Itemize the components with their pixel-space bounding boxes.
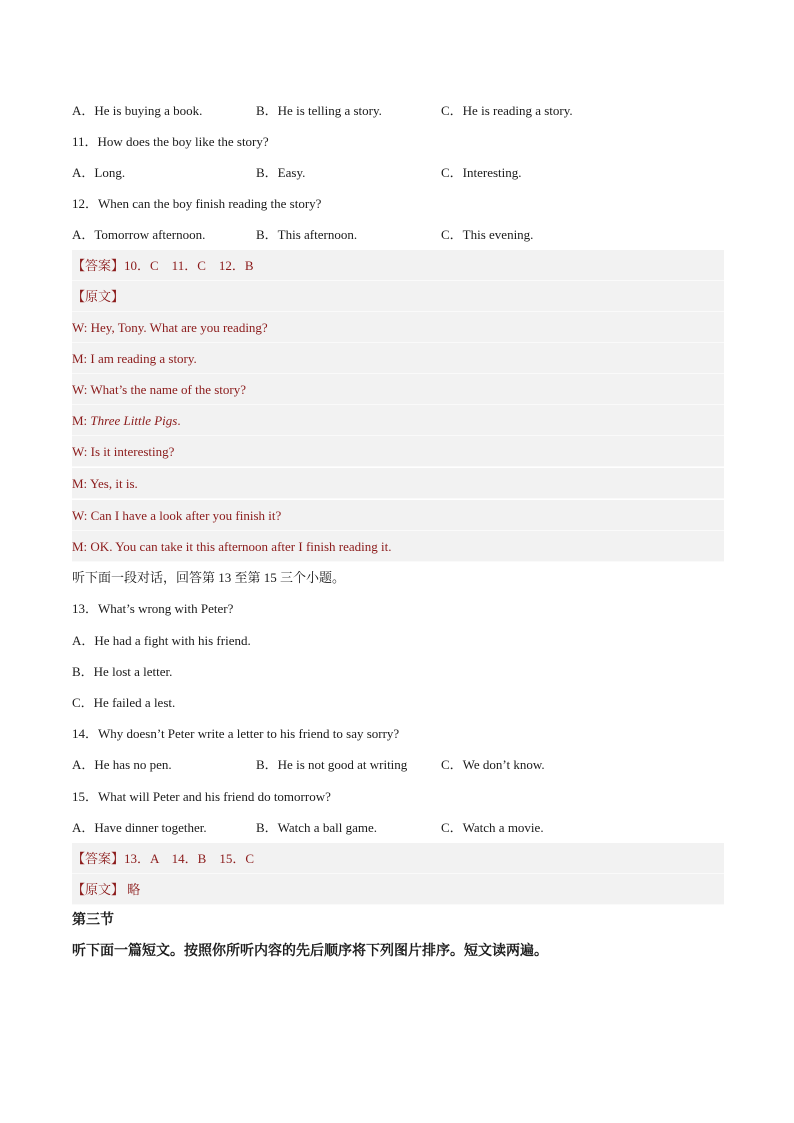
q11-option-c: C．Interesting. (441, 165, 522, 180)
q13-option-a: A．He had a fight with his friend. (72, 633, 251, 648)
answer-text: 13．A 14．B 15．C (124, 851, 255, 866)
instruction-q13-15: 听下面一段对话，回答第 13 至第 15 三个小题。 (72, 570, 346, 585)
q10-options (72, 95, 724, 126)
transcript-label: 【原文】 (72, 882, 125, 897)
answer-text: 10．C 11．C 12．B (124, 258, 254, 273)
q15-stem: 15．What will Peter and his friend do tomorrow? (72, 789, 331, 804)
q12-option-c: C．This evening. (441, 227, 534, 242)
transcript-line: M: OK. You can take it this afternoon after I finish reading it. (72, 531, 724, 562)
q13-option-b: B．He lost a letter. (72, 664, 173, 679)
q14-option-c: C．We don’t know. (441, 757, 545, 772)
q10-option-b: B．He is telling a story. (256, 103, 382, 118)
q15-option-a: A．Have dinner together. (72, 820, 207, 835)
answer-label: 【答案】 (72, 851, 125, 866)
q12-option-b: B．This afternoon. (256, 227, 358, 242)
section-3-instruction: 听下面一篇短文。按照你所听内容的先后顺序将下列图片排序。短文读两遍。 (72, 943, 548, 959)
transcript-text: 略 (124, 882, 141, 897)
title-period: . (177, 413, 181, 428)
transcript-block-2 (72, 874, 724, 905)
q11-option-a: A．Long. (72, 165, 126, 180)
transcript-line: W: What’s the name of the story? (72, 374, 724, 405)
q14-stem: 14．Why doesn’t Peter write a letter to his friend to say sorry? (72, 726, 400, 741)
speaker-prefix: M: (72, 413, 91, 428)
q10-option-c: C．He is reading a story. (441, 103, 573, 118)
q12-option-a: A．Tomorrow afternoon. (72, 227, 206, 242)
transcript-line: W: Can I have a look after you finish it? (72, 500, 724, 531)
q15-option-c: C．Watch a movie. (441, 820, 544, 835)
story-title: Three Little Pigs (90, 413, 178, 428)
transcript-line: M: I am reading a story. (72, 343, 724, 374)
answer-label: 【答案】 (72, 258, 125, 273)
transcript-line: M: Yes, it is. (72, 468, 724, 499)
q15-options (72, 812, 724, 843)
section-3-title: 第三节 (72, 912, 114, 928)
transcript-line: W: Is it interesting? (72, 436, 724, 467)
q11-option-b: B．Easy. (256, 165, 306, 180)
q14-options (72, 749, 724, 780)
q13-stem: 13．What’s wrong with Peter? (72, 601, 234, 616)
answer-block-2 (72, 843, 724, 874)
q15-option-b: B．Watch a ball game. (256, 820, 377, 835)
q12-stem: 12．When can the boy finish reading the story? (72, 196, 322, 211)
q11-options (72, 157, 724, 188)
q14-option-b: B．He is not good at writing (256, 757, 408, 772)
q14-option-a: A．He has no pen. (72, 757, 172, 772)
q12-options (72, 219, 724, 250)
q13-option-c: C．He failed a lest. (72, 695, 176, 710)
q10-option-a: A．He is buying a book. (72, 103, 203, 118)
answer-block-1 (72, 250, 724, 281)
transcript-label-1: 【原文】 (72, 281, 724, 312)
transcript-line: W: Hey, Tony. What are you reading? (72, 312, 724, 343)
transcript-line (72, 405, 724, 436)
q11-stem: 11．How does the boy like the story? (72, 134, 269, 149)
